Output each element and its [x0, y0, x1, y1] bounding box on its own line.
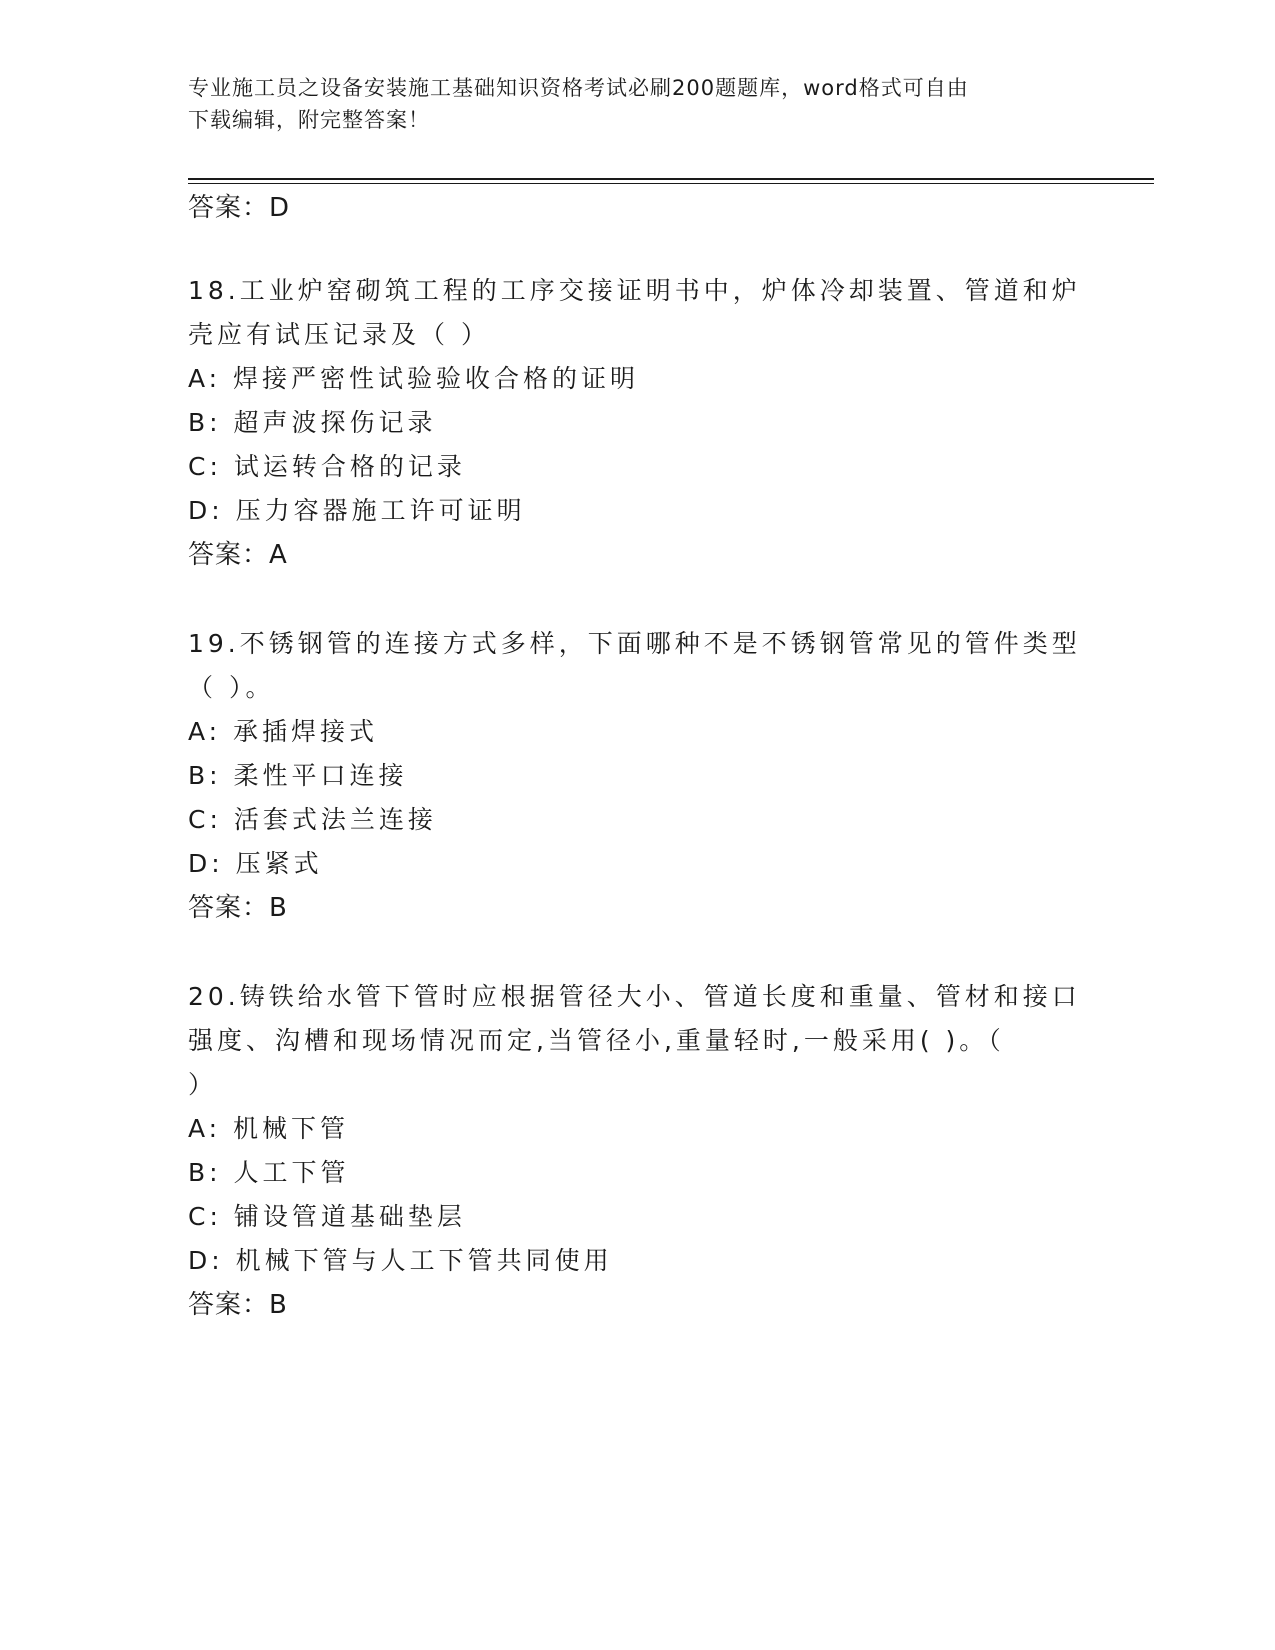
- header-line-2: 下载编辑，附完整答案！: [188, 108, 430, 132]
- question-20-option-c: C: 铺设管道基础垫层: [188, 1202, 466, 1231]
- question-19-line-1: 19.不锈钢管的连接方式多样，下面哪种不是不锈钢管常见的管件类型: [188, 629, 1081, 658]
- question-19-option-a: A: 承插焊接式: [188, 717, 379, 746]
- header-rule-thick: [188, 178, 1154, 180]
- question-18-option-c: C: 试运转合格的记录: [188, 452, 466, 481]
- question-18-answer: 答案：A: [188, 540, 288, 570]
- question-19-option-c: C: 活套式法兰连接: [188, 805, 437, 834]
- question-18-option-a: A: 焊接严密性试验验收合格的证明: [188, 364, 640, 393]
- question-18-option-b: B: 超声波探伤记录: [188, 408, 437, 437]
- question-20-option-d: D: 机械下管与人工下管共同使用: [188, 1246, 613, 1275]
- question-20-answer: 答案：B: [188, 1290, 288, 1320]
- answer-prev: 答案：D: [188, 193, 291, 223]
- question-20-option-a: A: 机械下管: [188, 1114, 350, 1143]
- question-19-line-2: （ ）。: [188, 673, 275, 702]
- question-19-answer: 答案：B: [188, 893, 288, 923]
- document-header: [188, 72, 1088, 136]
- question-19-option-d: D: 压紧式: [188, 849, 323, 878]
- question-18-line-2: 壳应有试压记录及（ ）: [188, 320, 490, 349]
- question-18-line-1: 18.工业炉窑砌筑工程的工序交接证明书中，炉体冷却装置、管道和炉: [188, 276, 1081, 305]
- question-20-line-1: 20.铸铁给水管下管时应根据管径大小、管道长度和重量、管材和接口: [188, 982, 1081, 1011]
- question-18-option-d: D: 压力容器施工许可证明: [188, 496, 526, 525]
- question-19-option-b: B: 柔性平口连接: [188, 761, 408, 790]
- header-line-1: 专业施工员之设备安装施工基础知识资格考试必刷200题题库，word格式可自由: [188, 76, 969, 100]
- question-20-line-3: ）: [188, 1070, 218, 1099]
- question-20-line-2: 强度、沟槽和现场情况而定,当管径小,重量轻时,一般采用( )。（: [188, 1026, 1005, 1055]
- question-20-option-b: B: 人工下管: [188, 1158, 350, 1187]
- header-rule-thin: [188, 183, 1154, 184]
